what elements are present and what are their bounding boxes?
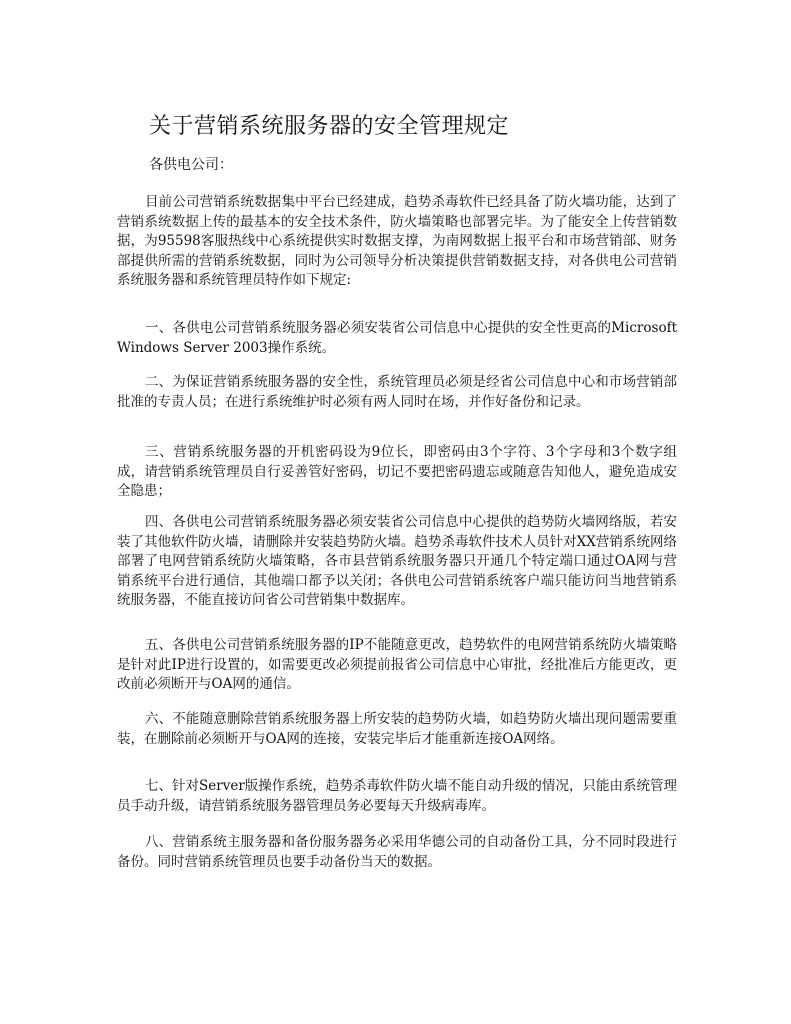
intro-paragraph: 目前公司营销系统数据集中平台已经建成，趋势杀毒软件已经具备了防火墙功能，达到了营销系统数据上传的最基本的安全技术条件，防火墙策略也部署完毕。为了能安全上传营销数据，为95598客服热线中心系统提供实时数据支撑，为南网数据上报平台和市场营销部、财务部提供所需的营销系统数据，同时为公司领导分析决策提供营销数据支持，对各供电公司营销系统服务器和系统管理员特作如下规定: <box>117 194 677 288</box>
rule-paragraph-3: 三、营销系统服务器的开机密码设为9位长，即密码由3个字符、3个字母和3个数字组成，请营销系统管理员自行妥善管好密码，切记不要把密码遗忘或随意告知他人，避免造成安全隐患； <box>117 444 677 499</box>
rule-paragraph-7: 七、针对Server版操作系统，趋势杀毒软件防火墙不能自动升级的情况，只能由系统管理员手动升级，请营销系统服务器管理员务必要每天升级病毒库。 <box>117 778 677 814</box>
rule-paragraph-8: 八、营销系统主服务器和备份服务器务必采用华德公司的自动备份工具，分不同时段进行备份。同时营销系统管理员也要手动备份当天的数据。 <box>117 834 677 870</box>
rule-paragraph-2: 二、为保证营销系统服务器的安全性，系统管理员必须是经省公司信息中心和市场营销部批准的专责人员；在进行系统维护时必须有两人同时在场，并作好备份和记录。 <box>117 374 677 410</box>
rule-paragraph-6: 六、不能随意删除营销系统服务器上所安装的趋势防火墙，如趋势防火墙出现问题需要重装，在删除前必须断开与OA网的连接，安装完毕后才能重新连接OA网络。 <box>117 711 677 747</box>
salutation: 各供电公司： <box>149 157 233 173</box>
document-title: 关于营销系统服务器的安全管理规定 <box>149 114 510 139</box>
rule-paragraph-4: 四、各供电公司营销系统服务器必须安装省公司信息中心提供的趋势防火墙网络版，若安装了其他软件防火墙，请删除并安装趋势防火墙。趋势杀毒软件技术人员针对XX营销系统网络部署了电网营销系统防火墙策略，各市县营销系统服务器只开通几个特定端口通过OA网与营销系统平台进行通信，其他端口都予以关闭；各供电公司营销系统客户端只能访问当地营销系统服务器，不能直接访问省公司营销集中数据库。 <box>117 514 677 608</box>
rule-paragraph-1: 一、各供电公司营销系统服务器必须安装省公司信息中心提供的安全性更高的Microsoft Windows Server 2003操作系统。 <box>117 320 677 356</box>
rule-paragraph-5: 五、各供电公司营销系统服务器的IP不能随意更改，趋势软件的电网营销系统防火墙策略是针对此IP进行设置的，如需要更改必须提前报省公司信息中心审批，经批准后方能更改，更改前必须断开与OA网的通信。 <box>117 637 677 692</box>
